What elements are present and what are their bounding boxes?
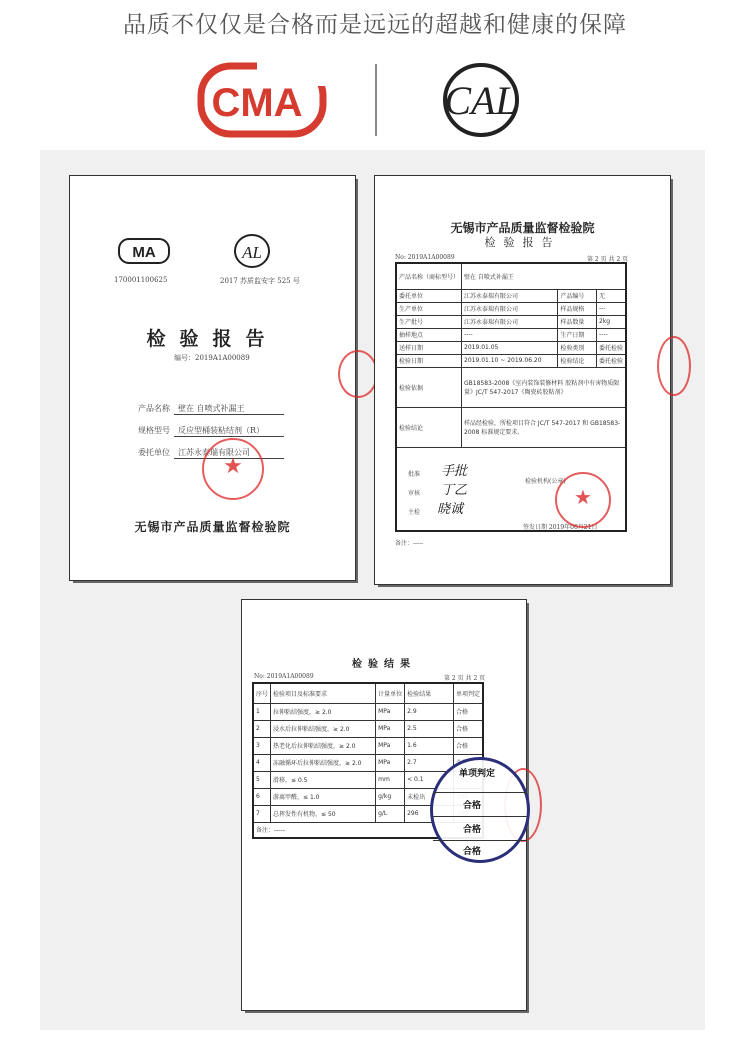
table-row xyxy=(253,720,483,737)
table-cell: 江苏永泰瑞有限公司 xyxy=(462,315,558,328)
cover-field-value: 江苏永泰瑞有限公司 xyxy=(178,448,250,457)
table-cell: 滑移，≤ 0.5 xyxy=(271,771,376,788)
table-cell: g/kg xyxy=(376,788,405,805)
table-cell: 7 xyxy=(253,805,271,822)
cover-title: 检验报告 xyxy=(146,328,279,350)
report-institute-title: 无锡市产品质量监督检验院 xyxy=(450,221,595,235)
certification-logos xyxy=(0,58,750,144)
table-cell: 热老化后拉伸粘结强度，≥ 2.0 xyxy=(271,737,376,754)
table-cell: 委托检验 xyxy=(596,354,626,367)
table-cell: 5 xyxy=(253,771,271,788)
cover-cal-mark xyxy=(233,233,271,269)
magnifier-header: 单项判定 xyxy=(459,769,496,779)
table-cell: 产品名称（商标型号） xyxy=(396,263,462,289)
reviewer-signature: 丁乙 xyxy=(441,483,468,498)
table-cell: 2kg xyxy=(596,315,626,328)
table-cell: 检验依据 xyxy=(396,367,462,407)
sign-date: 签发日期 2019年06月21日 xyxy=(523,524,598,531)
table-cell: 总挥发性有机物，≤ 50 xyxy=(271,805,376,822)
table-cell: 江苏永泰瑞有限公司 xyxy=(462,289,558,302)
table-cell: 委托检验 xyxy=(596,341,626,354)
table-cell: 壁在 自喷式补漏王 xyxy=(462,263,626,289)
cma-logo xyxy=(197,62,327,138)
table-cell: 拉伸粘结强度，≥ 2.0 xyxy=(271,703,376,720)
table-cell: 3 xyxy=(253,737,271,754)
table-cell: 检验类别 xyxy=(558,341,597,354)
table-header: 单项判定 xyxy=(453,683,483,703)
cover-cma-mark xyxy=(118,238,170,264)
side-stamp xyxy=(338,350,378,398)
table-cell: 样品规格 xyxy=(558,302,597,315)
table-cell: < 0.1 xyxy=(405,771,454,788)
cma-logo-text: CMA xyxy=(211,81,303,125)
report-number: No: 2019A1A00089 xyxy=(395,254,455,261)
report-remark: 备注：----- xyxy=(395,540,424,547)
inspection-report-page xyxy=(375,176,670,584)
cover-field-label: 产品名称 xyxy=(138,404,170,413)
table-cell: 生产单位 xyxy=(396,302,462,315)
table-cell: 合格 xyxy=(453,720,483,737)
issuer-label: 检验机构(公章) xyxy=(525,478,566,485)
table-cell: 1.6 xyxy=(405,737,454,754)
table-cell: 检验日期 xyxy=(396,354,462,367)
table-cell: 4 xyxy=(253,754,271,771)
table-cell: 产品编号 xyxy=(558,289,597,302)
magnifier-callout xyxy=(430,757,530,863)
table-cell: 送样日期 xyxy=(396,341,462,354)
cover-institute: 无锡市产品质量监督检验院 xyxy=(134,520,291,534)
cover-cma-code: 170001100625 xyxy=(114,276,168,284)
table-cell: 备注：----- xyxy=(253,822,483,838)
table-cell: MPa xyxy=(376,754,405,771)
table-cell: MPa xyxy=(376,737,405,754)
magnifier-verdict: 合格 xyxy=(463,847,482,857)
table-header: 检验结果 xyxy=(405,683,454,703)
table-cell: 检验结论 xyxy=(396,407,462,447)
table-cell: 生产日期 xyxy=(558,328,597,341)
table-cell: 检验结论 xyxy=(558,354,597,367)
table-row xyxy=(253,703,483,720)
reviewer-label: 审核 xyxy=(408,490,421,497)
table-cell: MPa xyxy=(376,703,405,720)
table-cell: g/L xyxy=(376,805,405,822)
table-cell: 抽样地点 xyxy=(396,328,462,341)
table-cell: ---- xyxy=(596,328,626,341)
magnifier-verdict: 合格 xyxy=(463,801,482,811)
svg-text:MA: MA xyxy=(132,244,156,261)
table-cell: 江苏永泰瑞有限公司 xyxy=(462,302,558,315)
cover-field-label: 委托单位 xyxy=(138,448,170,457)
table-cell: MPa xyxy=(376,720,405,737)
report-subtitle: 检验报告 xyxy=(484,236,561,249)
table-cell: 委托单位 xyxy=(396,289,462,302)
table-cell: --- xyxy=(596,302,626,315)
table-cell: 2.5 xyxy=(405,720,454,737)
cover-field-label: 规格型号 xyxy=(138,426,170,435)
cover-report-no: 编号：2019A1A00089 xyxy=(174,354,250,362)
table-cell: mm xyxy=(376,771,405,788)
table-cell: 合格 xyxy=(453,737,483,754)
table-cell: 2.9 xyxy=(405,703,454,720)
table-header: 检验项目及标准要求 xyxy=(271,683,376,703)
table-cell: 296 xyxy=(405,805,454,822)
approver-label: 批准 xyxy=(408,471,421,478)
table-cell: 1 xyxy=(253,703,271,720)
results-number: No: 2019A1A00089 xyxy=(254,673,314,680)
table-row xyxy=(253,737,483,754)
table-cell: 游离甲醛，≤ 1.0 xyxy=(271,788,376,805)
table-cell: 样品经检验，所检项目符合 JC/T 547-2017 和 GB18583-2008 标准规定要求。 xyxy=(462,407,626,447)
table-cell: 6 xyxy=(253,788,271,805)
stamp-star-icon: ★ xyxy=(574,485,592,509)
results-page: 第 2 页 共 2 页 xyxy=(444,675,486,682)
table-cell: 合格 xyxy=(453,703,483,720)
magnifier-verdict: 合格 xyxy=(463,825,482,835)
report-page: 第 2 页 共 2 页 xyxy=(587,256,629,263)
inspector-label: 主检 xyxy=(408,509,421,516)
table-cell: 无 xyxy=(596,289,626,302)
cover-cal-code: 2017 苏质监安字 525 号 xyxy=(220,277,300,285)
side-stamp xyxy=(657,336,691,396)
approver-signature: 手批 xyxy=(441,464,468,479)
table-cell: ---- xyxy=(462,328,558,341)
table-cell: 2.7 xyxy=(405,754,454,771)
cover-field-value: 反应型桶装粘结剂（R） xyxy=(178,426,265,435)
table-cell: 样品数量 xyxy=(558,315,597,328)
cal-logo xyxy=(440,60,522,140)
table-cell: 2019.01.10 ~ 2019.06.20 xyxy=(462,354,558,367)
table-cell: 浸水后拉伸粘结强度，≥ 2.0 xyxy=(271,720,376,737)
inspector-signature: 晓诚 xyxy=(437,502,464,517)
results-title: 检验结果 xyxy=(352,659,416,670)
cover-field-value: 壁在 自喷式补漏王 xyxy=(178,404,245,413)
logo-divider xyxy=(375,64,377,136)
table-cell: 2 xyxy=(253,720,271,737)
report-cover-page xyxy=(70,176,355,580)
svg-text:AL: AL xyxy=(242,243,262,262)
page-headline: 品质不仅仅是合格而是远远的超越和健康的保障 xyxy=(123,12,627,38)
table-header: 序号 xyxy=(253,683,271,703)
table-cell: 冻融循环后拉伸粘结强度，≥ 2.0 xyxy=(271,754,376,771)
stamp-star-icon: ★ xyxy=(223,454,243,479)
table-cell: 生产批号 xyxy=(396,315,462,328)
cal-logo-text: CAL xyxy=(444,78,518,123)
table-cell: 2019.01.05 xyxy=(462,341,558,354)
table-header: 计量单位 xyxy=(376,683,405,703)
table-cell: 未检出 xyxy=(405,788,454,805)
table-cell: GB18583-2008《室内装饰装修材料 胶粘剂中有害物质限量》JC/T 547-2017《陶瓷砖胶粘剂》 xyxy=(462,367,626,407)
